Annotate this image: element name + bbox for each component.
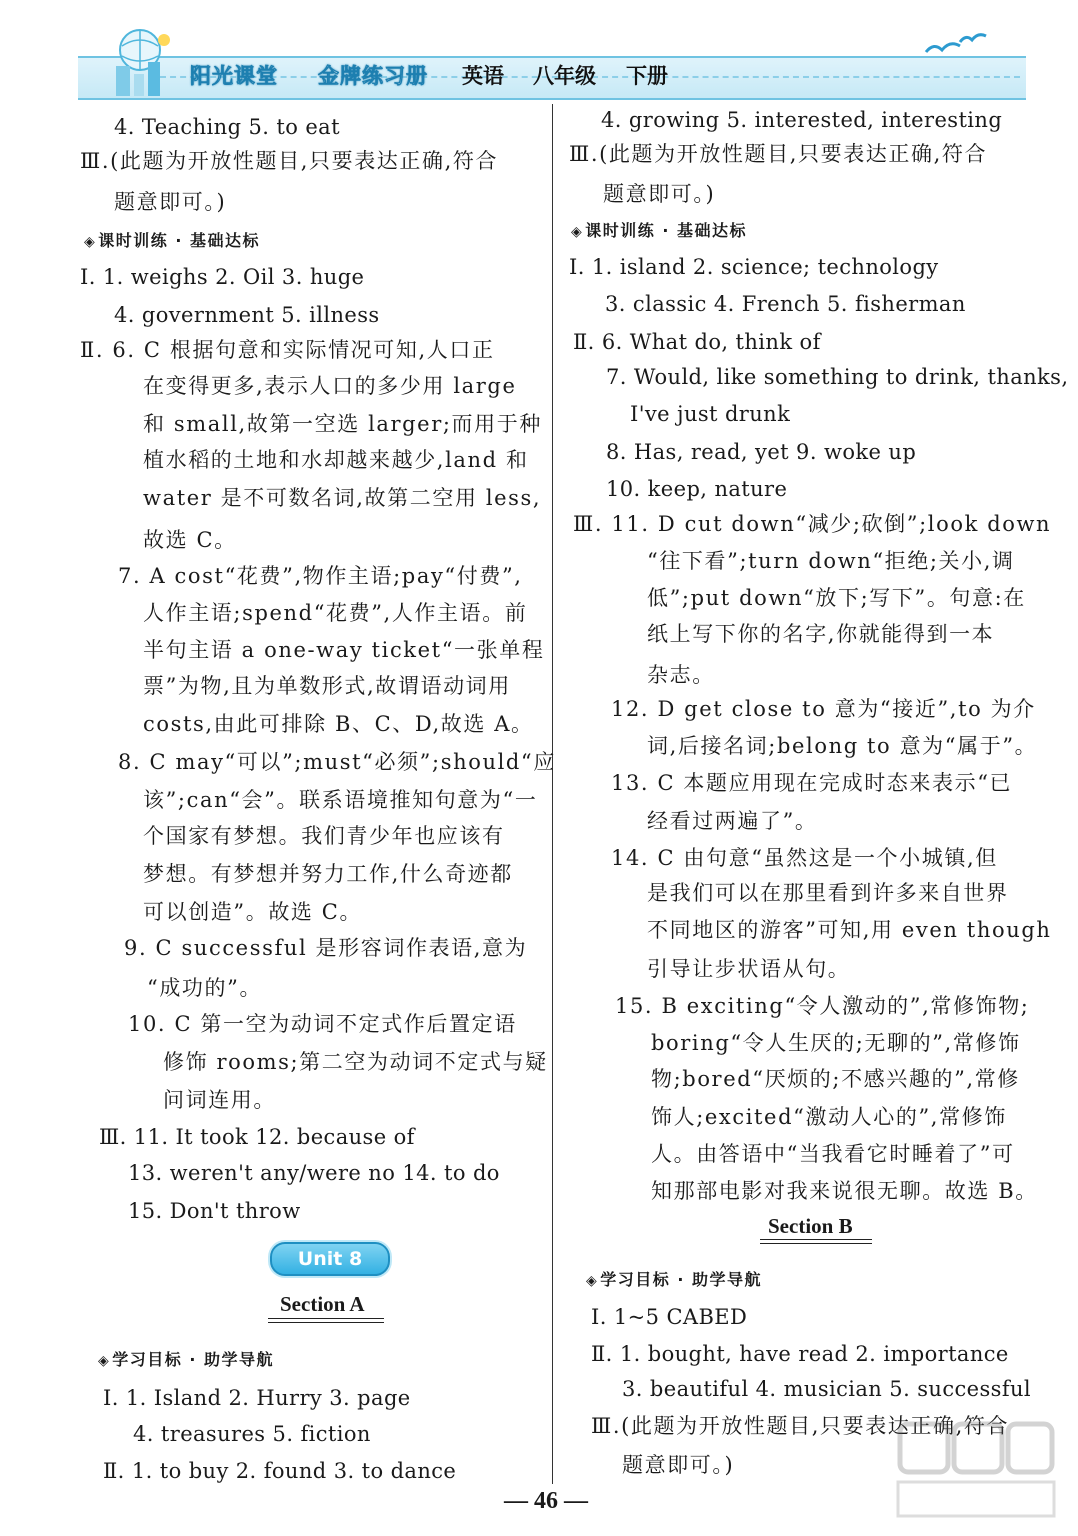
exercise-heading: ◈ 课时训练 · 基础达标 bbox=[571, 221, 748, 240]
answer-line: Ⅰ. 1. island 2. science; technology bbox=[569, 255, 939, 279]
answer-line: 低”;put down“放下;写下”。句意:在 bbox=[647, 586, 1026, 610]
answer-line: 引导让步状语从句。 bbox=[647, 957, 851, 981]
answer-line: 14. C 由句意“虽然这是一个小城镇,但 bbox=[611, 846, 998, 870]
unit-badge: Unit 8 bbox=[270, 1242, 390, 1276]
answer-line: 15. B exciting“令人激动的”,常修饰物; bbox=[615, 994, 1030, 1018]
section-title: Section A bbox=[280, 1292, 365, 1316]
answer-line: 10. C 第一空为动词不定式作后置定语 bbox=[128, 1012, 517, 1036]
answer-line: Ⅱ. 1. bought, have read 2. importance bbox=[591, 1342, 1009, 1366]
exercise-heading: ◈ 课时训练 · 基础达标 bbox=[84, 231, 261, 250]
answer-line: 杂志。 bbox=[647, 663, 715, 687]
answer-line: 和 small,故第一空选 larger;而用于种 bbox=[143, 412, 542, 436]
diamond-bullet-icon: ◈ bbox=[571, 224, 584, 240]
seagulls-icon bbox=[920, 30, 1000, 70]
answer-line: 3. classic 4. French 5. fisherman bbox=[605, 292, 966, 316]
answer-line: “往下看”;turn down“拒绝;关小,调 bbox=[647, 549, 1015, 573]
answer-line: 13. C 本题应用现在完成时态来表示“已 bbox=[611, 771, 1013, 795]
page-header bbox=[0, 0, 1078, 110]
answer-line: 10. keep, nature bbox=[606, 477, 788, 501]
answer-line: 题意即可。) bbox=[603, 182, 716, 206]
answer-line: 15. Don't throw bbox=[128, 1199, 301, 1223]
answer-line: 在变得更多,表示人口的多少用 large bbox=[143, 374, 517, 398]
series-title: 金牌练习册 bbox=[318, 64, 428, 88]
answer-line: “成功的”。 bbox=[147, 976, 263, 1000]
answer-line: Ⅱ. 6. What do, think of bbox=[573, 330, 821, 354]
answer-line: 7. Would, like something to drink, thanks, bbox=[606, 365, 1069, 389]
answer-line: 物;bored“厌烦的;不感兴趣的”,常修 bbox=[651, 1067, 1020, 1091]
answer-line: costs,由此可排除 B、C、D,故选 A。 bbox=[143, 712, 534, 736]
answer-line: 梦想。有梦想并努力工作,什么奇迹都 bbox=[143, 862, 513, 886]
answer-line: Ⅲ.(此题为开放性题目,只要表达正确,符合 bbox=[569, 142, 988, 166]
answer-line: 故选 C。 bbox=[143, 528, 237, 552]
page-number: — 46 — bbox=[504, 1488, 588, 1514]
answer-line: 该”;can“会”。联系语境推知句意为“一 bbox=[143, 788, 538, 812]
answer-line: Ⅲ.(此题为开放性题目,只要表达正确,符合 bbox=[591, 1414, 1010, 1438]
answer-line: 半句主语 a one-way ticket“一张单程 bbox=[143, 638, 545, 662]
answer-line: 个国家有梦想。我们青少年也应该有 bbox=[143, 824, 505, 848]
answer-line: 可以创造”。故选 C。 bbox=[143, 900, 363, 924]
answer-line: 词,后接名词;belong to 意为“属于”。 bbox=[647, 734, 1038, 758]
answer-line: 12. D get close to 意为“接近”,to 为介 bbox=[611, 697, 1036, 721]
answer-line: 4. growing 5. interested, interesting bbox=[601, 108, 1003, 132]
answer-line: 饰人;excited“激动人心的”,常修饰 bbox=[651, 1105, 1007, 1129]
answer-line: Ⅲ. 11. D cut down“减少;砍倒”;look down bbox=[573, 512, 1052, 536]
answer-line: 13. weren't any/were no 14. to do bbox=[128, 1161, 500, 1185]
section-underline bbox=[760, 1239, 872, 1240]
answer-line: 人。由答语中“当我看它时睡着了”可 bbox=[651, 1142, 1015, 1166]
section-underline bbox=[268, 1318, 384, 1319]
exercise-heading: ◈ 学习目标 · 助学导航 bbox=[586, 1270, 763, 1289]
subject-label: 英语 bbox=[462, 64, 504, 88]
volume-label: 下册 bbox=[626, 64, 668, 88]
answer-line: 纸上写下你的名字,你就能得到一本 bbox=[647, 622, 995, 646]
answer-line: Ⅲ.(此题为开放性题目,只要表达正确,符合 bbox=[80, 149, 499, 173]
answer-line: boring“令人生厌的;无聊的”,常修饰 bbox=[651, 1031, 1021, 1055]
answer-stamp-watermark bbox=[890, 1416, 1060, 1526]
answer-line: Ⅰ. 1. weighs 2. Oil 3. huge bbox=[80, 265, 365, 289]
grade-label: 八年级 bbox=[533, 64, 596, 88]
answer-line: 3. beautiful 4. musician 5. successful bbox=[622, 1377, 1032, 1401]
answer-line: 8. C may“可以”;must“必须”;should“应 bbox=[118, 750, 556, 774]
answer-line: Ⅰ. 1~5 CABED bbox=[591, 1305, 748, 1329]
column-divider bbox=[552, 104, 553, 1484]
brand-title: 阳光课堂 bbox=[190, 64, 278, 88]
globe-sun-icon bbox=[96, 26, 182, 100]
answer-line: water 是不可数名词,故第二空用 less, bbox=[143, 486, 542, 510]
section-underline bbox=[268, 1322, 384, 1323]
answer-line: 是我们可以在那里看到许多来自世界 bbox=[647, 881, 1009, 905]
answer-line: 不同地区的游客”可知,用 even though bbox=[647, 918, 1052, 942]
section-underline bbox=[760, 1243, 872, 1244]
answer-line: Ⅱ. 1. to buy 2. found 3. to dance bbox=[103, 1459, 457, 1483]
answer-line: 票”为物,且为单数形式,故谓语动词用 bbox=[143, 674, 511, 698]
answer-line: 经看过两遍了”。 bbox=[647, 809, 818, 833]
answer-line: 问词连用。 bbox=[163, 1088, 276, 1112]
answer-line: 4. Teaching 5. to eat bbox=[114, 115, 340, 139]
answer-line: 题意即可。) bbox=[622, 1453, 735, 1477]
answer-line: Ⅰ. 1. Island 2. Hurry 3. page bbox=[103, 1386, 411, 1410]
answer-line: 9. C successful 是形容词作表语,意为 bbox=[124, 936, 528, 960]
exercise-heading: ◈ 学习目标 · 助学导航 bbox=[98, 1350, 275, 1369]
answer-line: 题意即可。) bbox=[114, 190, 227, 214]
answer-line: 8. Has, read, yet 9. woke up bbox=[606, 440, 917, 464]
answer-line: 4. treasures 5. fiction bbox=[133, 1422, 371, 1446]
diamond-bullet-icon: ◈ bbox=[586, 1273, 599, 1289]
answer-line: 修饰 rooms;第二空为动词不定式与疑 bbox=[163, 1050, 548, 1074]
answer-line: 7. A cost“花费”,物作主语;pay“付费”, bbox=[118, 564, 523, 588]
section-title: Section B bbox=[768, 1214, 853, 1238]
diamond-bullet-icon: ◈ bbox=[98, 1353, 111, 1369]
answer-line: 植水稻的土地和水却越来越少,land 和 bbox=[143, 448, 529, 472]
diamond-bullet-icon: ◈ bbox=[84, 234, 97, 250]
answer-line: I've just drunk bbox=[630, 402, 791, 426]
answer-line: 人作主语;spend“花费”,人作主语。前 bbox=[143, 601, 528, 625]
answer-line: Ⅲ. 11. It took 12. because of bbox=[99, 1125, 415, 1149]
answer-line: 知那部电影对我来说很无聊。故选 B。 bbox=[651, 1179, 1038, 1203]
answer-line: Ⅱ. 6. C 根据句意和实际情况可知,人口正 bbox=[80, 338, 495, 362]
answer-line: 4. government 5. illness bbox=[114, 303, 380, 327]
